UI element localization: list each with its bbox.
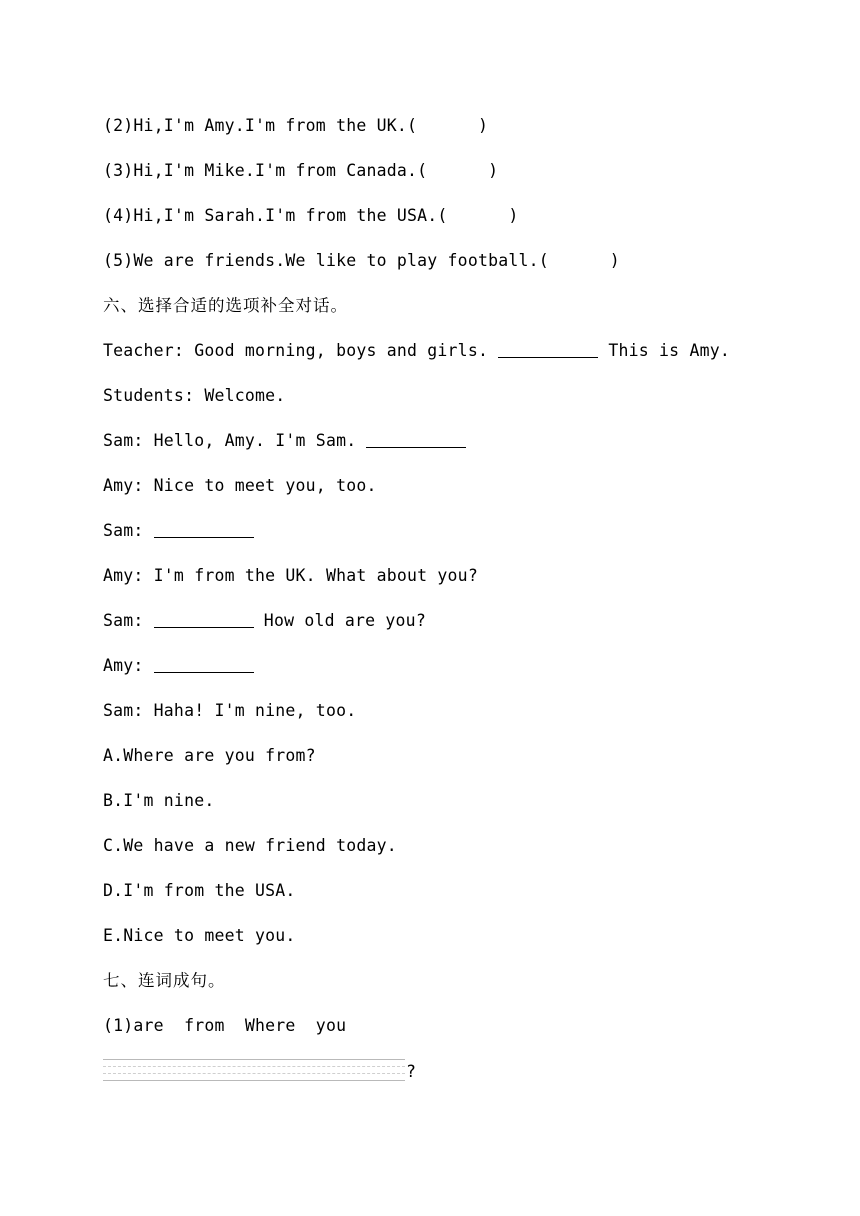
dialogue-text: Teacher: Good morning, boys and girls. [103,341,499,360]
dialogue-line-students: Students: Welcome. [103,386,286,405]
handwriting-lines[interactable] [103,1059,405,1081]
dialogue-text: This is Amy. [598,341,730,360]
dialogue-line-amy-1: Amy: Nice to meet you, too. [103,476,377,495]
writing-rule [103,1080,405,1081]
writing-guide [103,1066,405,1067]
section-7-heading: 七、连词成句。 [103,971,226,990]
option-a: A.Where are you from? [103,746,316,765]
dialogue-line-sam-3 [103,609,426,633]
option-c: C.We have a new friend today. [103,836,397,855]
answer-blank[interactable] [498,341,598,358]
dialogue-text: How old are you? [253,611,426,630]
writing-rule [103,1059,405,1060]
dialogue-line-sam-2 [103,519,254,543]
word-order-item-1: (1)are from Where you [103,1016,347,1035]
exercise-item-5: (5)We are friends.We like to play football.( ) [103,251,620,270]
dialogue-text: Amy: [103,656,154,675]
question-mark: ? [406,1062,416,1081]
section-6-heading: 六、选择合适的选项补全对话。 [103,296,348,315]
dialogue-line-amy-2: Amy: I'm from the UK. What about you? [103,566,478,585]
answer-blank[interactable] [154,611,254,628]
option-d: D.I'm from the USA. [103,881,296,900]
exercise-item-4: (4)Hi,I'm Sarah.I'm from the USA.( ) [103,206,519,225]
dialogue-line-teacher [103,339,730,363]
answer-blank[interactable] [154,521,254,538]
option-b: B.I'm nine. [103,791,215,810]
dialogue-text: Sam: Hello, Amy. I'm Sam. [103,431,367,450]
dialogue-text: Sam: [103,611,154,630]
option-e: E.Nice to meet you. [103,926,296,945]
answer-blank[interactable] [366,431,466,448]
writing-guide [103,1073,405,1074]
dialogue-line-sam-1 [103,429,466,453]
dialogue-line-sam-4: Sam: Haha! I'm nine, too. [103,701,357,720]
dialogue-text: Sam: [103,521,154,540]
dialogue-line-amy-3 [103,654,254,678]
answer-blank[interactable] [154,656,254,673]
exercise-item-2: (2)Hi,I'm Amy.I'm from the UK.( ) [103,116,489,135]
exercise-item-3: (3)Hi,I'm Mike.I'm from Canada.( ) [103,161,499,180]
